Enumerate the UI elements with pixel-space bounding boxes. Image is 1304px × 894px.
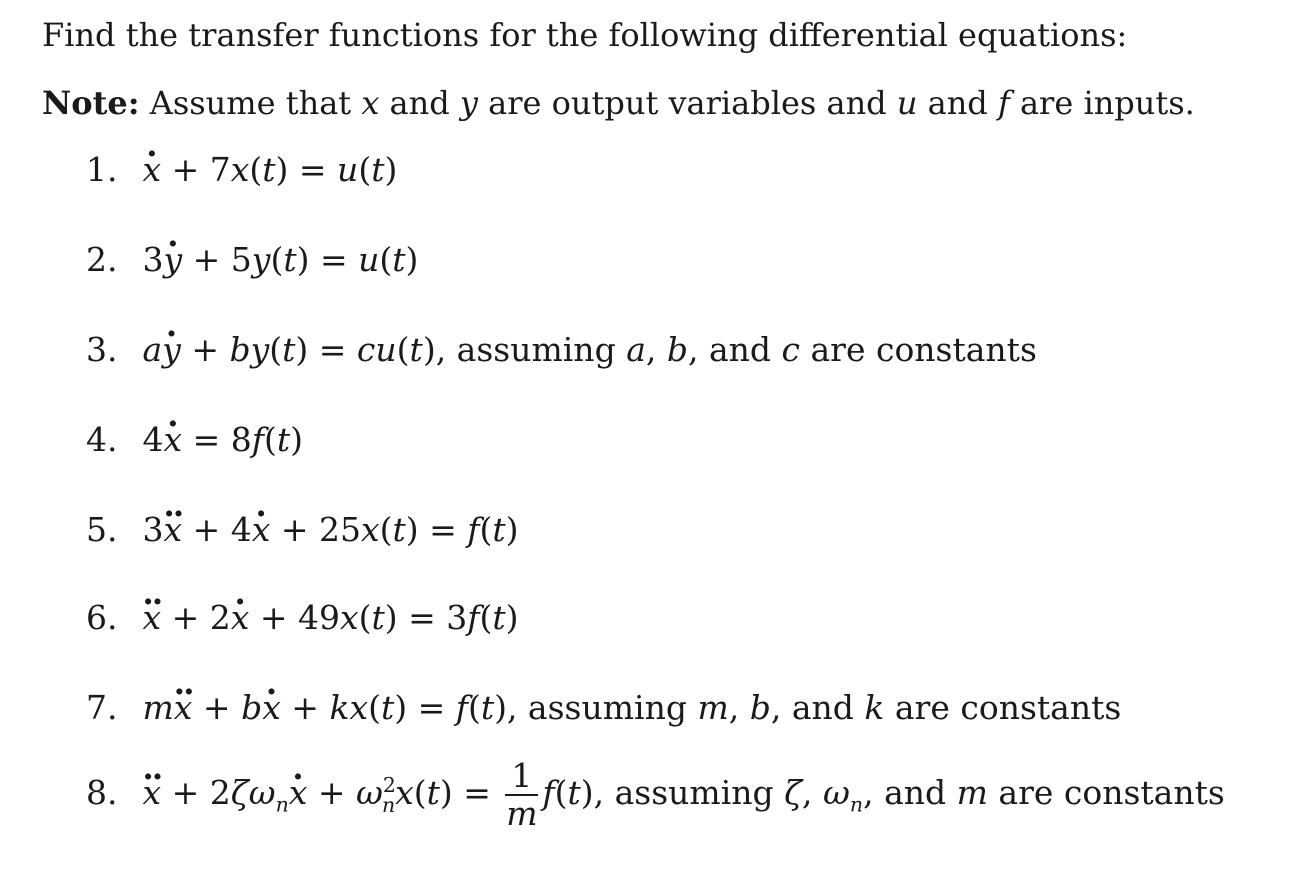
item-number: 1. [86, 150, 118, 189]
note-line: Note: Assume that x and y are output variables and u and f are inputs. [42, 84, 1195, 122]
item-number: 3. [86, 330, 118, 369]
equation-7: m·· x + b· x + kx(t) = f(t) [143, 688, 507, 727]
equation-3: a· y + by(t) = cu(t) [143, 330, 436, 369]
item-number: 4. [86, 420, 118, 459]
equation-8-condition: , assuming ζ, $\omega_n$, and m are constants [593, 773, 1225, 817]
equation-3-condition: , assuming a, b, and c are constants [435, 330, 1037, 369]
equation-item-8 [86, 758, 1225, 833]
equation-item-2 [86, 240, 418, 279]
equation-item-6 [86, 598, 519, 637]
equation-8: ·· $x + 2\zeta\omega_n\cdot x + \omega^2_nx(t)$ = $\frac{1}{m}$ f(t) [143, 773, 594, 812]
equation-6: ·· x + 2· x + 49x(t) = 3f(t) [143, 598, 519, 637]
item-number: 5. [86, 510, 118, 549]
equation-4: 4· x = 8f(t) [143, 420, 304, 459]
equation-item-3 [86, 330, 1037, 369]
item-number: 6. [86, 598, 118, 637]
item-number: 8. [86, 773, 118, 813]
note-label: Note: [42, 84, 140, 122]
equation-item-1 [86, 150, 397, 189]
equation-7-condition: , assuming m, b, and k are constants [506, 688, 1122, 727]
item-number: 7. [86, 688, 118, 727]
equation-item-4 [86, 420, 303, 459]
item-number: 2. [86, 240, 118, 279]
problem-heading: Find the transfer functions for the following differential equations: [42, 16, 1128, 54]
equation-5: 3·· x + 4· x + 25x(t) = f(t) [143, 510, 519, 549]
equation-item-5 [86, 510, 519, 549]
fraction: $\frac{1}{m}$ [506, 756, 538, 834]
equation-item-7 [86, 688, 1121, 727]
equation-2: 3· y + 5y(t) = u(t) [143, 240, 419, 279]
equation-1: · x + 7x(t) = u(t) [143, 150, 398, 189]
